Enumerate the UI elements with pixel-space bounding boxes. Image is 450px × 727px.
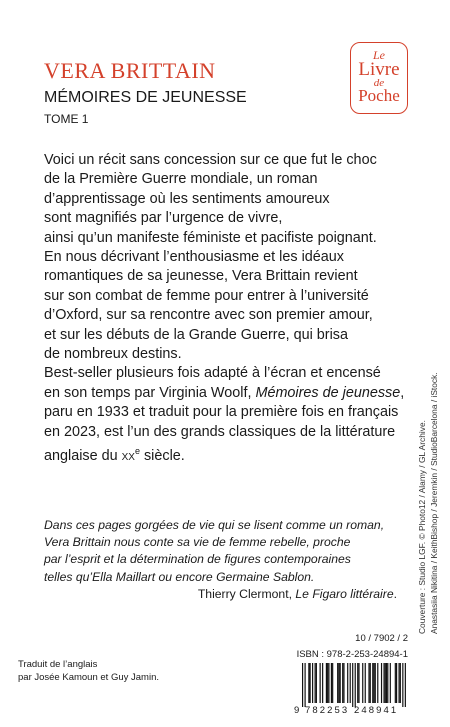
quote-line: Dans ces pages gorgées de vie qui se lisent comme un roman, <box>44 518 385 532</box>
barcode-bars <box>302 663 406 707</box>
barcode-bar <box>305 663 306 707</box>
blurb-line-text: en son temps par Virginia Woolf, <box>44 384 256 401</box>
barcode-bar <box>322 663 323 703</box>
barcode-bar <box>342 663 343 703</box>
barcode-bar <box>387 663 388 703</box>
quote-line: Vera Brittain nous conte sa vie de femme rebelle, proche <box>44 535 351 550</box>
translator-line: Traduit de l’anglais <box>18 659 98 670</box>
author-name: VERA BRITTAIN <box>44 58 216 83</box>
century-suffix: e <box>134 446 140 457</box>
barcode-bar <box>395 663 396 703</box>
barcode-bar <box>352 663 353 707</box>
isbn: ISBN : 978-2-253-24894-1 <box>296 649 408 660</box>
barcode-bar <box>370 663 371 703</box>
blurb-line: d’apprentissage où les sentiments amoureux <box>44 190 330 207</box>
barcode-bar <box>373 663 374 703</box>
barcode-bar <box>350 663 351 703</box>
century-after: siècle. <box>139 447 185 464</box>
cover-credits <box>416 372 446 634</box>
blurb-line: Best-seller plusieurs fois adapté à l’écran et encensé <box>44 365 381 382</box>
century-numeral: xx <box>121 447 135 464</box>
quote-attribution <box>44 586 397 603</box>
barcode-bar <box>327 663 328 703</box>
credits-line: Anastasiia Nikitina / KeithBishop / Jeremkin / StudioBarcelona / iStock. <box>429 372 439 634</box>
le-livre-de-poche-logo <box>350 42 408 114</box>
barcode <box>292 663 408 715</box>
barcode-bar <box>365 663 366 703</box>
blurb-line-century <box>44 442 424 466</box>
barcode-bar <box>405 663 406 707</box>
blurb-line: Voici un récit sans concession sur ce que fut le choc <box>44 152 377 168</box>
blurb-line: En nous décrivant l’enthousiasme et les idéaux <box>44 249 344 266</box>
logo-text-poche: Poche <box>358 86 400 105</box>
woolf-book-title: Mémoires de jeunesse <box>255 384 401 401</box>
barcode-bar <box>396 663 397 703</box>
logo-text-de: de <box>373 77 385 89</box>
barcode-bar <box>400 663 401 703</box>
credits-line: Couverture : Studio LGF. © Photo12 / Alamy / GL Archive. <box>417 420 427 634</box>
barcode-bar <box>302 663 303 707</box>
quote-line: par l’esprit et la détermination de figures contemporaines <box>44 552 351 567</box>
barcode-bar <box>381 663 382 703</box>
translator-line: par Josée Kamoun et Guy Jamin. <box>18 672 159 683</box>
barcode-bar <box>347 663 348 703</box>
press-quote <box>44 517 414 586</box>
barcode-bar <box>340 663 341 703</box>
barcode-bar <box>320 663 321 703</box>
reference-number: 10 / 7902 / 2 <box>355 633 408 644</box>
barcode-bar <box>390 663 391 703</box>
barcode-bar <box>310 663 311 703</box>
blurb-comma: , <box>400 384 405 401</box>
barcode-bar <box>385 663 386 703</box>
barcode-bar <box>337 663 338 703</box>
barcode-bar <box>375 663 376 703</box>
barcode-bar <box>383 663 384 703</box>
book-title: MÉMOIRES DE JEUNESSE <box>44 89 247 106</box>
barcode-digit-first: 9 <box>294 705 300 715</box>
barcode-bar <box>362 663 363 703</box>
tome-label: TOME 1 <box>44 112 89 126</box>
blurb-line: sur son combat de femme pour entrer à l’université <box>44 287 369 304</box>
barcode-bar <box>372 663 373 703</box>
barcode-bar <box>332 663 333 703</box>
blurb-line: et sur les débuts de la Grande Guerre, qui brisa <box>44 326 348 343</box>
barcode-bar <box>357 663 358 703</box>
blurb-line: de nombreux destins. <box>44 346 182 363</box>
barcode-bar <box>377 663 378 703</box>
barcode-digits-left: 782253 <box>305 705 350 715</box>
barcode-digits-right: 248941 <box>354 705 399 715</box>
barcode-bar <box>402 663 403 707</box>
blurb-line: romantiques de sa jeunesse, Vera Brittain revient <box>44 268 358 285</box>
quote-author: Thierry Clermont, <box>197 587 296 601</box>
logo-text-livre: Livre <box>358 59 400 80</box>
blurb-line-text: anglaise du <box>44 447 122 464</box>
blurb <box>44 151 424 466</box>
barcode-bar <box>326 663 327 703</box>
barcode-bar <box>368 663 369 703</box>
blurb-line: ainsi qu’un manifeste féministe et pacifiste poignant. <box>44 229 377 246</box>
quote-publication: Le Figaro littéraire <box>295 587 394 601</box>
blurb-line: paru en 1933 et traduit pour la première fois en français <box>44 404 399 421</box>
quote-line: telles qu’Ella Maillart ou encore Germaine Sablon. <box>44 569 315 584</box>
blurb-line: de la Première Guerre mondiale, un roman <box>44 171 318 188</box>
barcode-bar <box>343 663 344 703</box>
blurb-line: sont magnifiés par l’urgence de vivre, <box>44 210 283 227</box>
barcode-bar <box>355 663 356 707</box>
blurb-line: d’Oxford, sur sa rencontre avec son premier amour, <box>44 307 373 324</box>
blurb-line: en 2023, est l’un des grands classiques de la littérature <box>44 423 396 440</box>
barcode-bar <box>308 663 309 703</box>
logo-text-le: Le <box>373 48 385 62</box>
barcode-bar <box>331 663 332 703</box>
barcode-bar <box>315 663 316 703</box>
barcode-bar <box>338 663 339 703</box>
barcode-bar <box>386 663 387 703</box>
barcode-bar <box>312 663 313 703</box>
barcode-bar <box>398 663 399 703</box>
quote-end: . <box>393 587 397 601</box>
translator-credit <box>18 658 159 684</box>
barcode-bar <box>358 663 359 703</box>
barcode-bar <box>328 663 329 703</box>
blurb-line-woolf <box>44 384 424 403</box>
barcode-bar <box>316 663 317 703</box>
